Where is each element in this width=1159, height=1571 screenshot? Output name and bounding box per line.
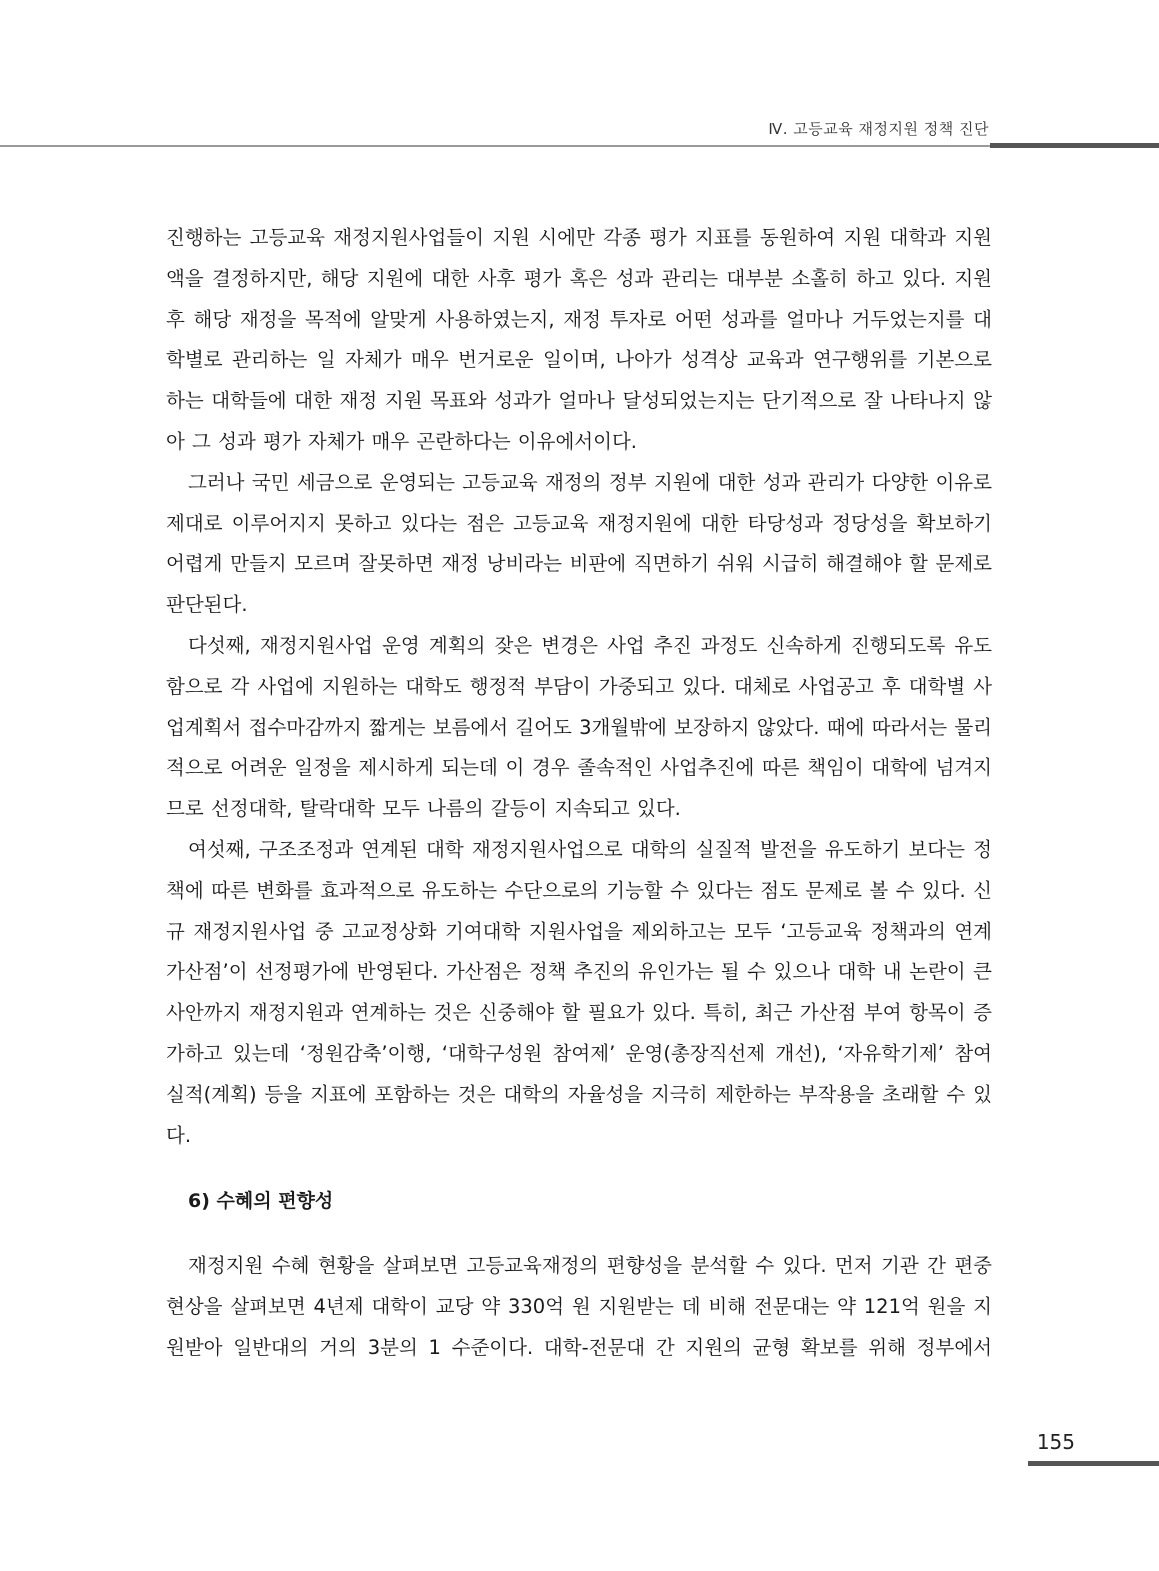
page-body (166, 218, 992, 1369)
paragraph-4: 여섯째, 구조조정과 연계된 대학 재정지원사업으로 대학의 실질적 발전을 유도하기 보다는 정책에 따른 변화를 효과적으로 유도하는 수단으로의 기능할 수 있다는 점도 문제로 볼 수 있다. 신규 재정지원사업 중 고교정상화 기여대학 지원사업을 제외하고는 모두 ‘고등교육 정책과의 연계 가산점’이 선정평가에 반영된다. 가산점은 정책 추진의 유인가는 될 수 있으나 대학 내 논란이 큰 사안까지 재정지원과 연계하는 것은 신중해야 할 필요가 있다. 특히, 최근 가산점 부여 항목이 증가하고 있는데 ‘정원감축’이행, ‘대학구성원 참여제’ 운영(총장직선제 개선), ‘자유학기제’ 참여 실적(계획) 등을 지표에 포함하는 것은 대학의 자율성을 지극히 제한하는 부작용을 초래할 수 있다. (166, 837, 992, 1147)
running-header (0, 112, 1159, 152)
section-heading: 6) 수혜의 편향성 (188, 1190, 334, 1213)
header-divider (0, 145, 990, 147)
section-paragraph: 재정지원 수혜 현황을 살펴보면 고등교육재정의 편향성을 분석할 수 있다. 먼저 기관 간 편중 현상을 살펴보면 4년제 대학이 교당 약 330억 원 지원받는 데 비해 전문대는 약 121억 원을 지원받아 일반대의 거의 3분의 1 수준이다. 대학-전문대 간 지원의 균형 확보를 위해 정부에서 (166, 1254, 992, 1359)
paragraph-1: 진행하는 고등교육 재정지원사업들이 지원 시에만 각종 평가 지표를 동원하여 지원 대학과 지원 액을 결정하지만, 해당 지원에 대한 사후 평가 혹은 성과 관리는 대부분 소홀히 하고 있다. 지원 후 해당 재정을 목적에 알맞게 사용하였는지, 재정 투자로 어떤 성과를 얼마나 거두었는지를 대학별로 관리하는 일 자체가 매우 번거로운 일이며, 나아가 성격상 교육과 연구행위를 기본으로 하는 대학들에 대한 재정 지원 목표와 성과가 얼마나 달성되었는지는 단기적으로 잘 나타나지 않아 그 성과 평가 자체가 매우 곤란하다는 이유에서이다. (166, 226, 992, 453)
page-number: 155 (1036, 1430, 1075, 1454)
header-divider-accent (990, 143, 1159, 148)
footer-divider (1028, 1461, 1159, 1466)
paragraph-2: 그러나 국민 세금으로 운영되는 고등교육 재정의 정부 지원에 대한 성과 관리가 다양한 이유로 제대로 이루어지지 못하고 있다는 점은 고등교육 재정지원에 대한 타당성과 정당성을 확보하기 어렵게 만들지 모르며 잘못하면 재정 낭비라는 비판에 직면하기 쉬워 시급히 해결해야 할 문제로 판단된다. (166, 470, 992, 617)
header-title: Ⅳ. 고등교육 재정지원 정책 진단 (768, 120, 989, 138)
paragraph-3: 다섯째, 재정지원사업 운영 계획의 잦은 변경은 사업 추진 과정도 신속하게 진행되도록 유도 함으로 각 사업에 지원하는 대학도 행정적 부담이 가중되고 있다. 대체로 사업공고 후 대학별 사업계획서 접수마감까지 짧게는 보름에서 길어도 3개월밖에 보장하지 않았다. 때에 따라서는 물리적으로 어려운 일정을 제시하게 되는데 이 경우 졸속적인 사업추진에 따른 책임이 대학에 넘겨지므로 선정대학, 탈락대학 모두 나름의 갈등이 지속되고 있다. (166, 633, 992, 821)
